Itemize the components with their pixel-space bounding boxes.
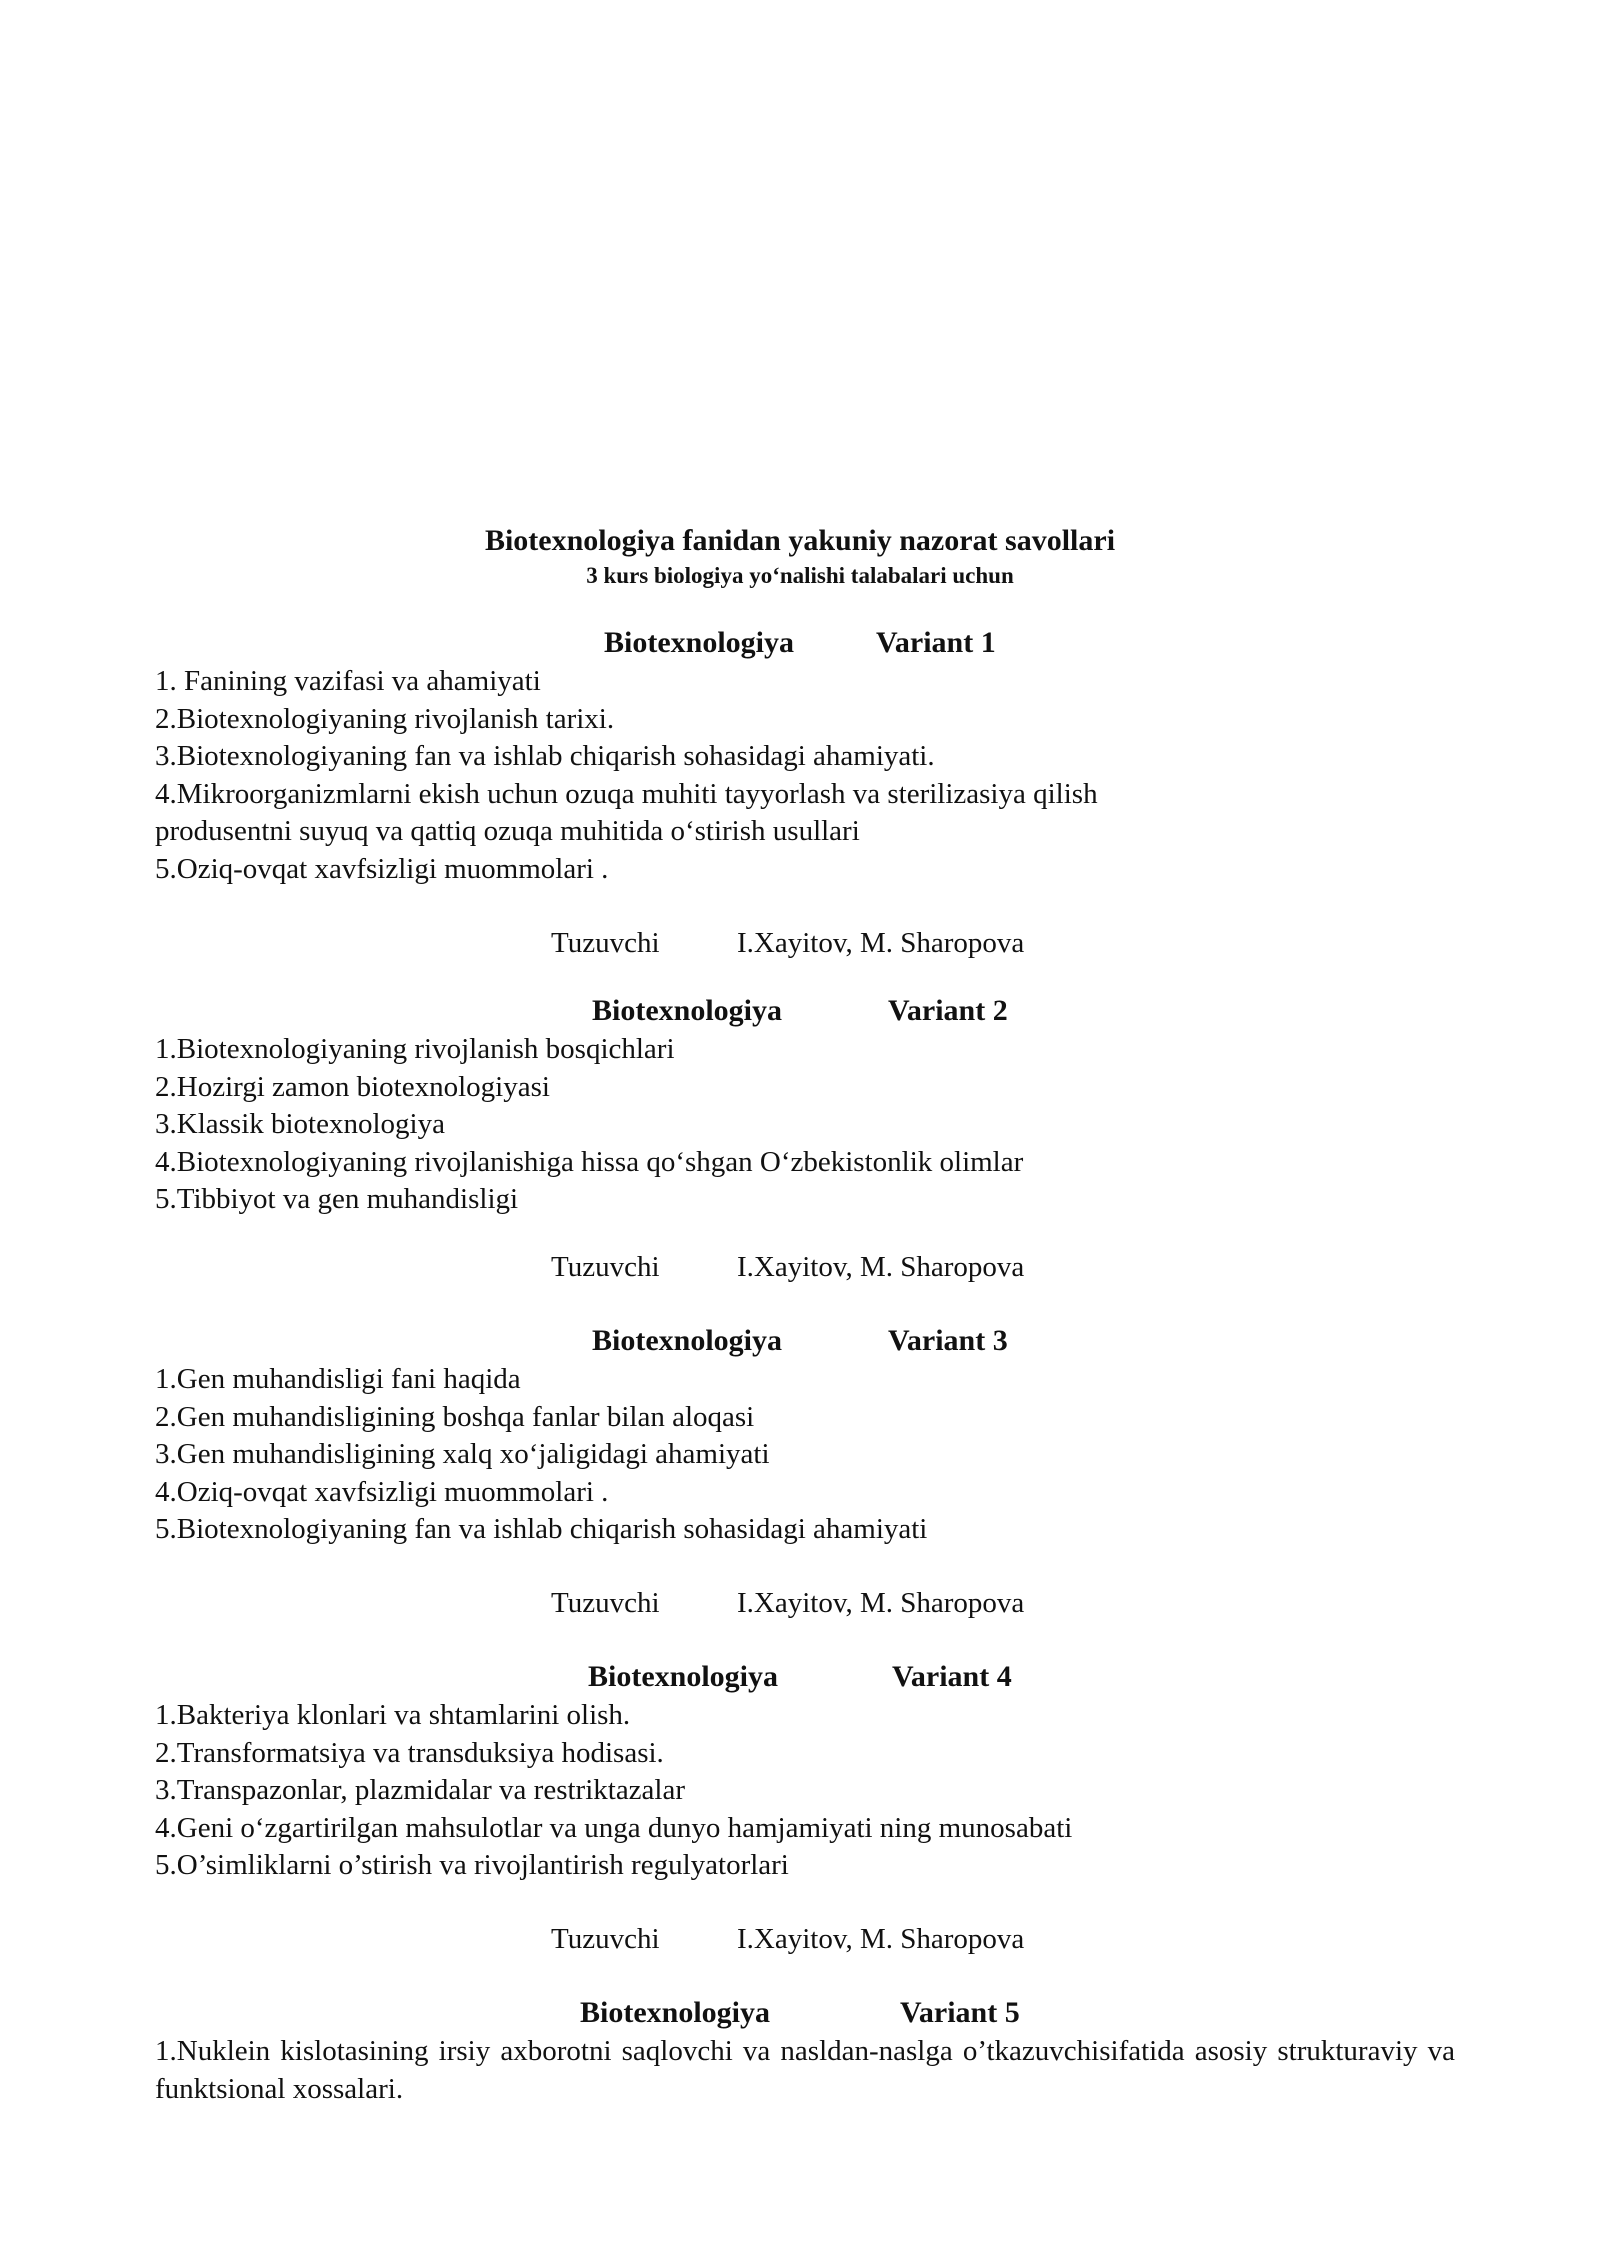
document-subtitle: 3 kurs biologiya yo‘nalishi talabalari uchun <box>586 563 1014 588</box>
question-item: 2.Gen muhandisligining boshqa fanlar bilan aloqasi <box>155 1400 755 1433</box>
compiler-label: Tuzuvchi <box>551 1251 660 1283</box>
question-item: 1. Fanining vazifasi va ahamiyati <box>155 665 541 697</box>
compiler-names: I.Xayitov, M. Sharopova <box>737 1923 1025 1955</box>
question-item: 4.Oziq-ovqat xavfsizligi muommolari . <box>155 1475 609 1508</box>
question-list <box>155 663 1455 888</box>
variant-label: Variant 3 <box>888 1324 1008 1357</box>
question-item: 2.Transformatsiya va transduksiya hodisasi. <box>155 1736 664 1769</box>
question-item: 2.Hozirgi zamon biotexnologiyasi <box>155 1070 550 1103</box>
compiler-names: I.Xayitov, M. Sharopova <box>737 1587 1025 1619</box>
question-item: 5.Biotexnologiyaning fan va ishlab chiqarish sohasidagi ahamiyati <box>155 1513 928 1545</box>
question-item: 5.Oziq-ovqat xavfsizligi muommolari . <box>155 852 609 885</box>
variant-subject: Biotexnologiya <box>604 626 795 659</box>
variant-subject: Biotexnologiya <box>588 1660 779 1693</box>
question-item: 1.Bakteriya klonlari va shtamlarini olish. <box>155 1699 631 1731</box>
question-item: 3.Transpazonlar, plazmidalar va restriktazalar <box>155 1774 686 1806</box>
variant-label: Variant 5 <box>900 1996 1020 2029</box>
variant-subject: Biotexnologiya <box>580 1996 771 2029</box>
question-item: 2.Biotexnologiyaning rivojlanish tarixi. <box>155 702 615 735</box>
question-list <box>155 2033 1455 2108</box>
question-item: 3.Gen muhandisligining xalq xo‘jaligidagi ahamiyati <box>155 1438 770 1470</box>
question-item: 3.Klassik biotexnologiya <box>155 1108 445 1140</box>
compiler-names: I.Xayitov, M. Sharopova <box>737 1251 1025 1283</box>
compiler-label: Tuzuvchi <box>551 927 660 959</box>
compiler-label: Tuzuvchi <box>551 1923 660 1955</box>
question-list <box>155 1697 1455 1885</box>
question-item: 5.O’simliklarni o’stirish va rivojlantirish regulyatorlari <box>155 1849 789 1881</box>
variant-subject: Biotexnologiya <box>592 994 783 1027</box>
question-item: 1.Nuklein kislotasining irsiy axborotni saqlovchi va nasldan-naslga o’tkazuvchisifatida asosiy strukturaviy va funktsional xossalari. <box>155 2035 1455 2105</box>
question-item: 5.Tibbiyot va gen muhandisligi <box>155 1183 519 1215</box>
question-item: 4.Geni o‘zgartirilgan mahsulotlar va unga dunyo hamjamiyati ning munosabati <box>155 1811 1073 1844</box>
question-list <box>155 1031 1455 1219</box>
document-title: Biotexnologiya fanidan yakuniy nazorat savollari <box>484 524 1116 557</box>
compiler-label: Tuzuvchi <box>551 1587 660 1619</box>
question-item: 4.Mikroorganizmlarni ekish uchun ozuqa muhiti tayyorlash va sterilizasiya qilish produsentni suyuq va qattiq ozuqa muhitida o‘stirish usullari <box>155 777 1098 847</box>
question-item: 1.Gen muhandisligi fani haqida <box>155 1363 521 1395</box>
question-item: 3.Biotexnologiyaning fan va ishlab chiqarish sohasidagi ahamiyati. <box>155 740 935 772</box>
variant-label: Variant 4 <box>892 1660 1012 1693</box>
question-item: 1.Biotexnologiyaning rivojlanish bosqichlari <box>155 1033 675 1065</box>
variant-label: Variant 1 <box>876 626 996 659</box>
question-item: 4.Biotexnologiyaning rivojlanishiga hissa qo‘shgan O‘zbekistonlik olimlar <box>155 1145 1024 1178</box>
variant-subject: Biotexnologiya <box>592 1324 783 1357</box>
variant-label: Variant 2 <box>888 994 1008 1027</box>
question-list <box>155 1361 1455 1549</box>
compiler-names: I.Xayitov, M. Sharopova <box>737 927 1025 959</box>
